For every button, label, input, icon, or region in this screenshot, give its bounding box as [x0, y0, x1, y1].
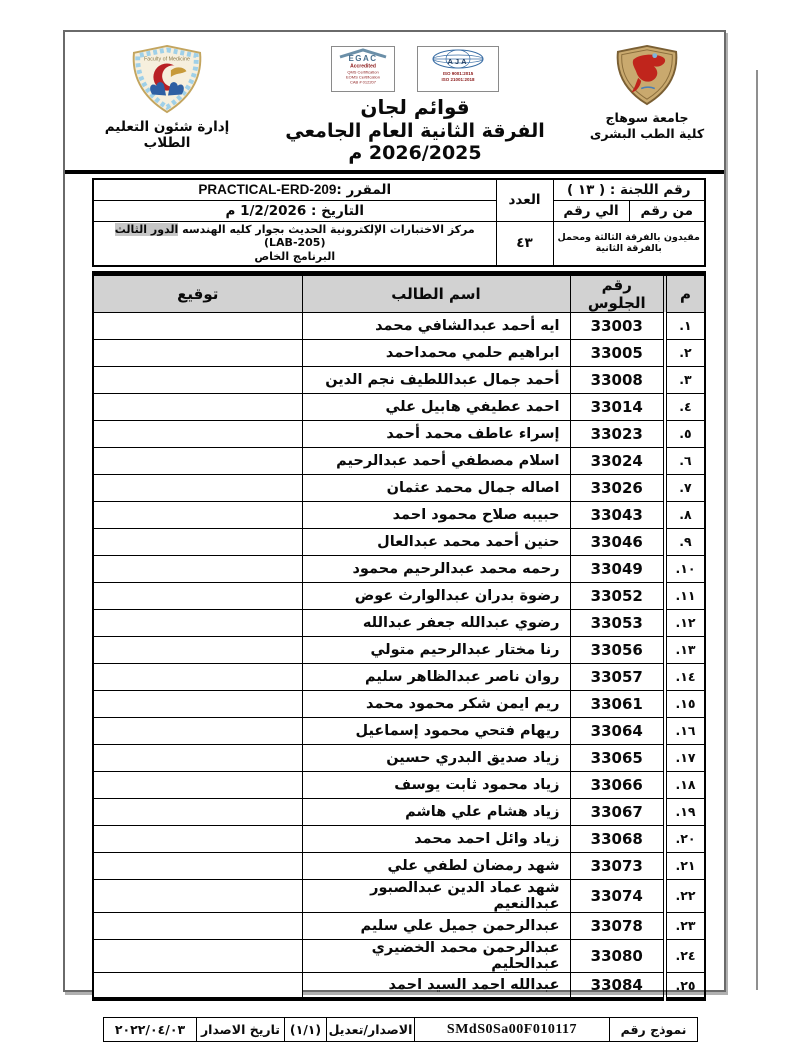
egac-line-3: CAB # 012207 [349, 79, 377, 85]
table-row [93, 825, 705, 852]
table-row [93, 690, 705, 717]
signature-cell [93, 771, 302, 798]
scan-edge-line [756, 70, 758, 990]
student-name: ايه أحمد عبدالشافي محمد [302, 312, 570, 339]
seat-number: 33026 [570, 474, 665, 501]
row-number: ٢٢. [665, 879, 705, 912]
seat-number: 33066 [570, 771, 665, 798]
aja-line-2: ISO 21001:2018 [441, 77, 475, 82]
issue-date-label: تاريخ الاصدار [197, 1018, 285, 1042]
table-row [93, 663, 705, 690]
signature-cell [93, 609, 302, 636]
seat-number: 33064 [570, 717, 665, 744]
signature-cell [93, 555, 302, 582]
signature-cell [93, 744, 302, 771]
students-tbody [93, 312, 705, 999]
student-name: ابراهيم حلمي محمداحمد [302, 339, 570, 366]
row-number: ٣. [665, 366, 705, 393]
row-number: ٦. [665, 447, 705, 474]
row-number: ٢. [665, 339, 705, 366]
student-name: روان ناصر عبدالظاهر سليم [302, 663, 570, 690]
student-name: أحمد جمال عبداللطيف نجم الدين [302, 366, 570, 393]
row-number: ٤. [665, 393, 705, 420]
signature-cell [93, 312, 302, 339]
row-number: ٢٠. [665, 825, 705, 852]
row-number: ١٤. [665, 663, 705, 690]
seat-number: 33078 [570, 912, 665, 939]
faculty-logo-text: Faculty of Medicine [144, 56, 190, 63]
table-row [93, 366, 705, 393]
course-label: المقرر : [336, 181, 392, 198]
form-serial: SMdS0Sa00F010117 [415, 1018, 610, 1042]
row-number: ٢٥. [665, 972, 705, 999]
student-name: عبدالله احمد السيد احمد [302, 972, 570, 999]
table-row [93, 312, 705, 339]
student-name: احمد عطيفي هابيل علي [302, 393, 570, 420]
location-program: البرنامج الخاص [254, 250, 336, 263]
student-name: زياد صديق البدري حسين [302, 744, 570, 771]
signature-cell [93, 663, 302, 690]
student-name: زياد محمود ثابت يوسف [302, 771, 570, 798]
student-name: عبدالرحمن جميل علي سليم [302, 912, 570, 939]
student-name: شهد عماد الدين عبدالصبور عبدالنعيم [302, 879, 570, 912]
count-label-cell: العدد [496, 179, 553, 221]
egac-badge-icon [331, 46, 395, 92]
enrollment-note: مقيدون بالفرقة الثالثة ومحمل بالفرقة الثانية [553, 221, 705, 266]
table-row [93, 912, 705, 939]
signature-cell [93, 420, 302, 447]
row-number: ٢١. [665, 852, 705, 879]
col-header-number: م [665, 273, 705, 312]
seat-number: 33024 [570, 447, 665, 474]
aja-name: AJA [447, 57, 469, 66]
student-name: حبيبه صلاح محمود احمد [302, 501, 570, 528]
student-name: حنين أحمد محمد عبدالعال [302, 528, 570, 555]
aja-badge-icon [417, 46, 499, 92]
signature-cell [93, 501, 302, 528]
seat-number: 33074 [570, 879, 665, 912]
table-row [93, 609, 705, 636]
row-number: ٢٤. [665, 939, 705, 972]
student-name: رنا مختار عبدالرحيم متولي [302, 636, 570, 663]
col-header-signature: توقيع [93, 273, 302, 312]
seat-number: 33043 [570, 501, 665, 528]
signature-cell [93, 528, 302, 555]
student-name: زياد وائل احمد محمد [302, 825, 570, 852]
signature-cell [93, 339, 302, 366]
row-number: ١٩. [665, 798, 705, 825]
signature-cell [93, 582, 302, 609]
student-name: ريهام فتحي محمود إسماعيل [302, 717, 570, 744]
table-row [93, 501, 705, 528]
signature-cell [93, 798, 302, 825]
page-title: قوائم لجان [360, 95, 470, 119]
row-number: ٩. [665, 528, 705, 555]
sohag-university-logo-icon [612, 44, 682, 106]
seat-number: 33056 [570, 636, 665, 663]
signature-cell [93, 474, 302, 501]
row-number: ١٨. [665, 771, 705, 798]
signature-cell [93, 636, 302, 663]
page-header [92, 44, 706, 164]
signature-cell [93, 852, 302, 879]
university-name: جامعة سوهاج [605, 110, 689, 125]
seat-number: 33065 [570, 744, 665, 771]
signature-cell [93, 879, 302, 912]
aja-line-1: ISO 9001:2015 [442, 71, 474, 76]
table-row [93, 852, 705, 879]
row-number: ١٣. [665, 636, 705, 663]
row-number: ١٠. [665, 555, 705, 582]
table-row [93, 555, 705, 582]
row-number: ١٢. [665, 609, 705, 636]
table-row [93, 528, 705, 555]
signature-cell [93, 717, 302, 744]
form-number-label: نموذج رقم [610, 1018, 698, 1042]
signature-cell [93, 393, 302, 420]
seat-number: 33073 [570, 852, 665, 879]
table-row [93, 744, 705, 771]
location-floor-highlight: الدور الثالث [114, 222, 179, 236]
exam-location-cell [93, 221, 496, 266]
students-table [92, 271, 706, 1002]
signature-cell [93, 912, 302, 939]
certification-badges [242, 46, 588, 92]
seat-number: 33061 [570, 690, 665, 717]
row-number: ٥. [665, 420, 705, 447]
seat-number: 33046 [570, 528, 665, 555]
location-text: مركز الاختبارات الإلكترونية الحديث بجوار كليه الهندسه [178, 222, 475, 236]
signature-cell [93, 366, 302, 393]
exam-info-table [92, 178, 706, 267]
egac-accredited: Accredited [350, 63, 376, 70]
table-row [93, 339, 705, 366]
seat-number: 33005 [570, 339, 665, 366]
table-row [93, 798, 705, 825]
students-table-header [93, 273, 705, 312]
row-number: ١. [665, 312, 705, 339]
table-row [93, 474, 705, 501]
row-number: ٨. [665, 501, 705, 528]
form-footer-table [103, 1017, 698, 1042]
row-number: ٧. [665, 474, 705, 501]
department-caption: إدارة شئون التعليم الطلاب [104, 119, 230, 151]
course-code: PRACTICAL-ERD-209 [198, 181, 337, 197]
student-name: اصاله جمال محمد عثمان [302, 474, 570, 501]
version-value: (١/١) [285, 1018, 327, 1042]
university-block [588, 44, 706, 141]
table-row [93, 717, 705, 744]
table-row [93, 420, 705, 447]
seat-number: 33053 [570, 609, 665, 636]
student-name: رحمه محمد عبدالرحيم محمود [302, 555, 570, 582]
egac-name: EGAC [348, 54, 378, 63]
row-number: ٢٣. [665, 912, 705, 939]
col-header-seat: رقم الجلوس [570, 273, 665, 312]
signature-cell [93, 825, 302, 852]
student-name: إسراء عاطف محمد أحمد [302, 420, 570, 447]
faculty-name: كلية الطب البشرى [589, 125, 705, 141]
table-row [93, 879, 705, 912]
signature-cell [93, 447, 302, 474]
row-number: ١١. [665, 582, 705, 609]
table-row [93, 771, 705, 798]
student-name: عبدالرحمن محمد الخضيري عبدالحليم [302, 939, 570, 972]
location-lab: (LAB-205) [264, 236, 326, 250]
seat-number: 33003 [570, 312, 665, 339]
seat-number: 33049 [570, 555, 665, 582]
from-number-cell: من رقم [629, 200, 705, 221]
row-number: ١٦. [665, 717, 705, 744]
count-value-cell: ٤٣ [496, 221, 553, 266]
seat-number: 33080 [570, 939, 665, 972]
signature-cell [93, 972, 302, 999]
title-block [242, 44, 588, 164]
table-row [93, 447, 705, 474]
document-page [63, 30, 726, 1038]
exam-date-cell: التاريخ : 1/2/2026 م [93, 200, 496, 221]
issue-date-value: ٢٠٢٢/٠٤/٠٣ [104, 1018, 197, 1042]
faculty-of-medicine-logo-icon [128, 44, 206, 114]
egac-line-2: EOMS Certification [345, 74, 381, 80]
col-header-name: اسم الطالب [302, 273, 570, 312]
student-name: رضوة بدران عبدالوارث عوض [302, 582, 570, 609]
row-number: ١٧. [665, 744, 705, 771]
seat-number: 33014 [570, 393, 665, 420]
course-cell [93, 179, 496, 200]
seat-number: 33008 [570, 366, 665, 393]
seat-number: 33023 [570, 420, 665, 447]
table-row [93, 636, 705, 663]
divider-bar [65, 170, 724, 174]
row-number: ١٥. [665, 690, 705, 717]
seat-number: 33068 [570, 825, 665, 852]
egac-line-1: QMS Certification [347, 69, 379, 75]
to-number-cell: الي رقم [553, 200, 629, 221]
version-label: الاصدار/تعديل [327, 1018, 415, 1042]
table-row [93, 972, 705, 999]
department-block [92, 44, 242, 151]
seat-number: 33084 [570, 972, 665, 999]
student-name: ريم ايمن شكر محمود محمد [302, 690, 570, 717]
seat-number: 33052 [570, 582, 665, 609]
committee-number-cell: رقم اللجنة : ( ١٣ ) [553, 179, 705, 200]
signature-cell [93, 939, 302, 972]
seat-number: 33067 [570, 798, 665, 825]
student-name: اسلام مصطفي أحمد عبدالرحيم [302, 447, 570, 474]
table-row [93, 393, 705, 420]
table-row [93, 582, 705, 609]
table-row [93, 939, 705, 972]
seat-number: 33057 [570, 663, 665, 690]
student-name: زياد هشام علي هاشم [302, 798, 570, 825]
page-subtitle: الفرقة الثانية العام الجامعي 2026/2025 م [285, 120, 545, 164]
signature-cell [93, 690, 302, 717]
student-name: رضوي عبدالله جعفر عبدالله [302, 609, 570, 636]
student-name: شهد رمضان لطفي علي [302, 852, 570, 879]
